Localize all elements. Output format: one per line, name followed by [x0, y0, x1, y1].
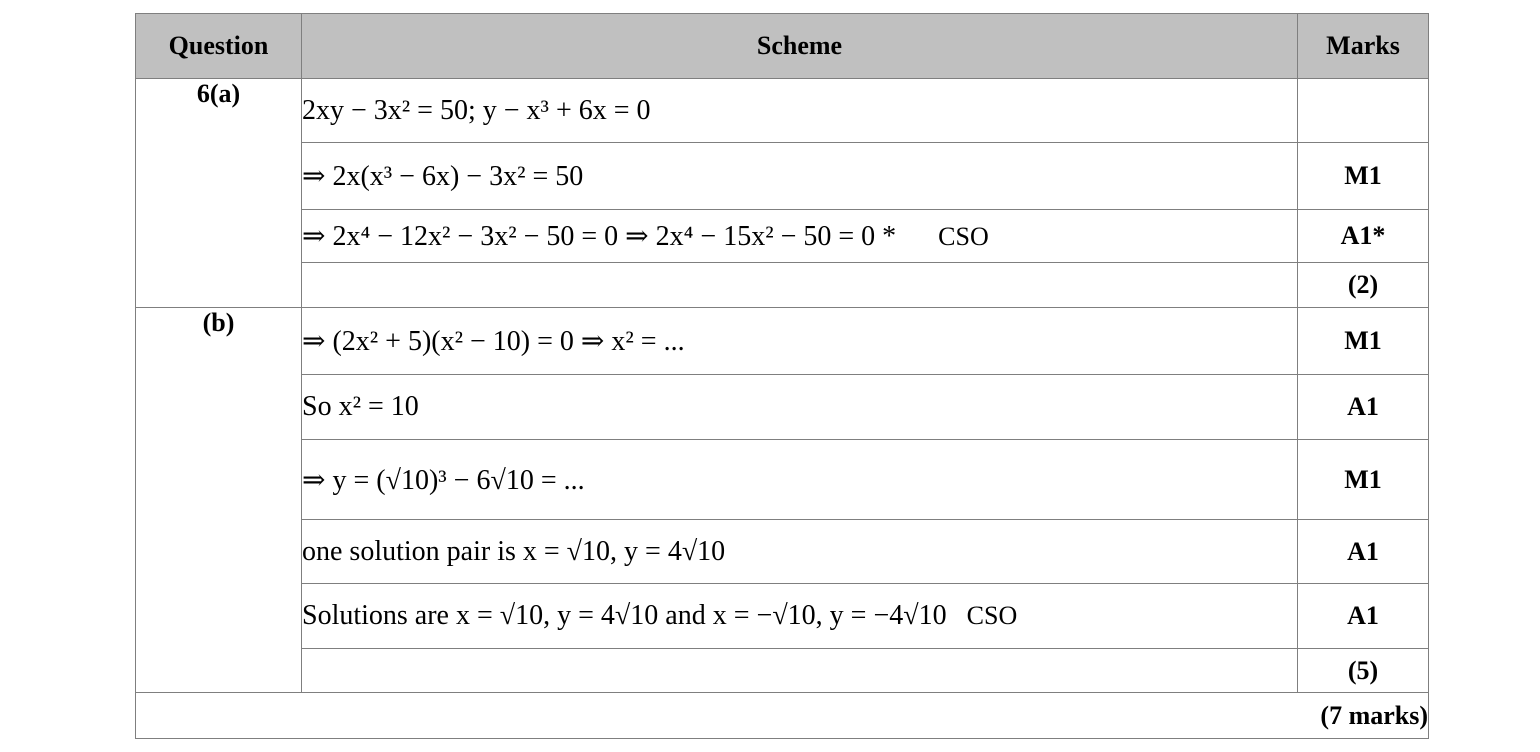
- mark-scheme-table: [135, 13, 1429, 739]
- scheme-text: ⇒ (2x² + 5)(x² − 10) = 0 ⇒ x² = ...: [302, 326, 685, 357]
- scheme-cell: [302, 143, 1298, 210]
- mark-subtotal: (2): [1298, 263, 1429, 308]
- question-label: (b): [136, 308, 302, 693]
- question-label: 6(a): [136, 79, 302, 308]
- scheme-cell: [302, 210, 1298, 263]
- table-row: [136, 520, 1429, 584]
- table-row: [136, 375, 1429, 440]
- mark-cell: A1*: [1298, 210, 1429, 263]
- header-row: [136, 14, 1429, 79]
- scheme-header: Scheme: [302, 14, 1298, 79]
- table-row: [136, 440, 1429, 520]
- mark-subtotal: (5): [1298, 649, 1429, 693]
- scheme-cell: [302, 79, 1298, 143]
- scheme-cell: [302, 584, 1298, 649]
- table-row: [136, 584, 1429, 649]
- total-row: [136, 693, 1429, 739]
- cso-note: CSO: [938, 222, 989, 251]
- question-header: Question: [136, 14, 302, 79]
- mark-cell: M1: [1298, 143, 1429, 210]
- scheme-text: ⇒ 2x⁴ − 12x² − 3x² − 50 = 0 ⇒ 2x⁴ − 15x² − 50 = 0 *: [302, 221, 897, 252]
- mark-cell: A1: [1298, 584, 1429, 649]
- table-row: [136, 308, 1429, 375]
- scheme-text: 2xy − 3x² = 50; y − x³ + 6x = 0: [302, 94, 651, 126]
- scheme-cell: [302, 440, 1298, 520]
- scheme-text: Solutions are x = √10, y = 4√10 and x = −√10, y = −4√10: [302, 600, 947, 631]
- scheme-cell: [302, 375, 1298, 440]
- scheme-cell: [302, 520, 1298, 584]
- table-row: [136, 79, 1429, 143]
- mark-cell: A1: [1298, 375, 1429, 440]
- table-row: [136, 210, 1429, 263]
- table-row: [136, 649, 1429, 693]
- mark-cell: M1: [1298, 440, 1429, 520]
- scheme-cell: [302, 308, 1298, 375]
- scheme-cell: [302, 263, 1298, 308]
- total-marks: (7 marks): [136, 693, 1429, 739]
- mark-cell: [1298, 79, 1429, 143]
- cso-note: CSO: [966, 601, 1018, 630]
- scheme-text: one solution pair is x = √10, y = 4√10: [302, 535, 726, 567]
- mark-cell: A1: [1298, 520, 1429, 584]
- scheme-text: So x² = 10: [302, 391, 419, 422]
- table-row: [136, 263, 1429, 308]
- table-row: [136, 143, 1429, 210]
- marks-header: Marks: [1298, 14, 1429, 79]
- scheme-text: ⇒ y = (√10)³ − 6√10 = ...: [302, 464, 585, 496]
- scheme-text: ⇒ 2x(x³ − 6x) − 3x² = 50: [302, 161, 584, 192]
- mark-cell: M1: [1298, 308, 1429, 375]
- scheme-cell: [302, 649, 1298, 693]
